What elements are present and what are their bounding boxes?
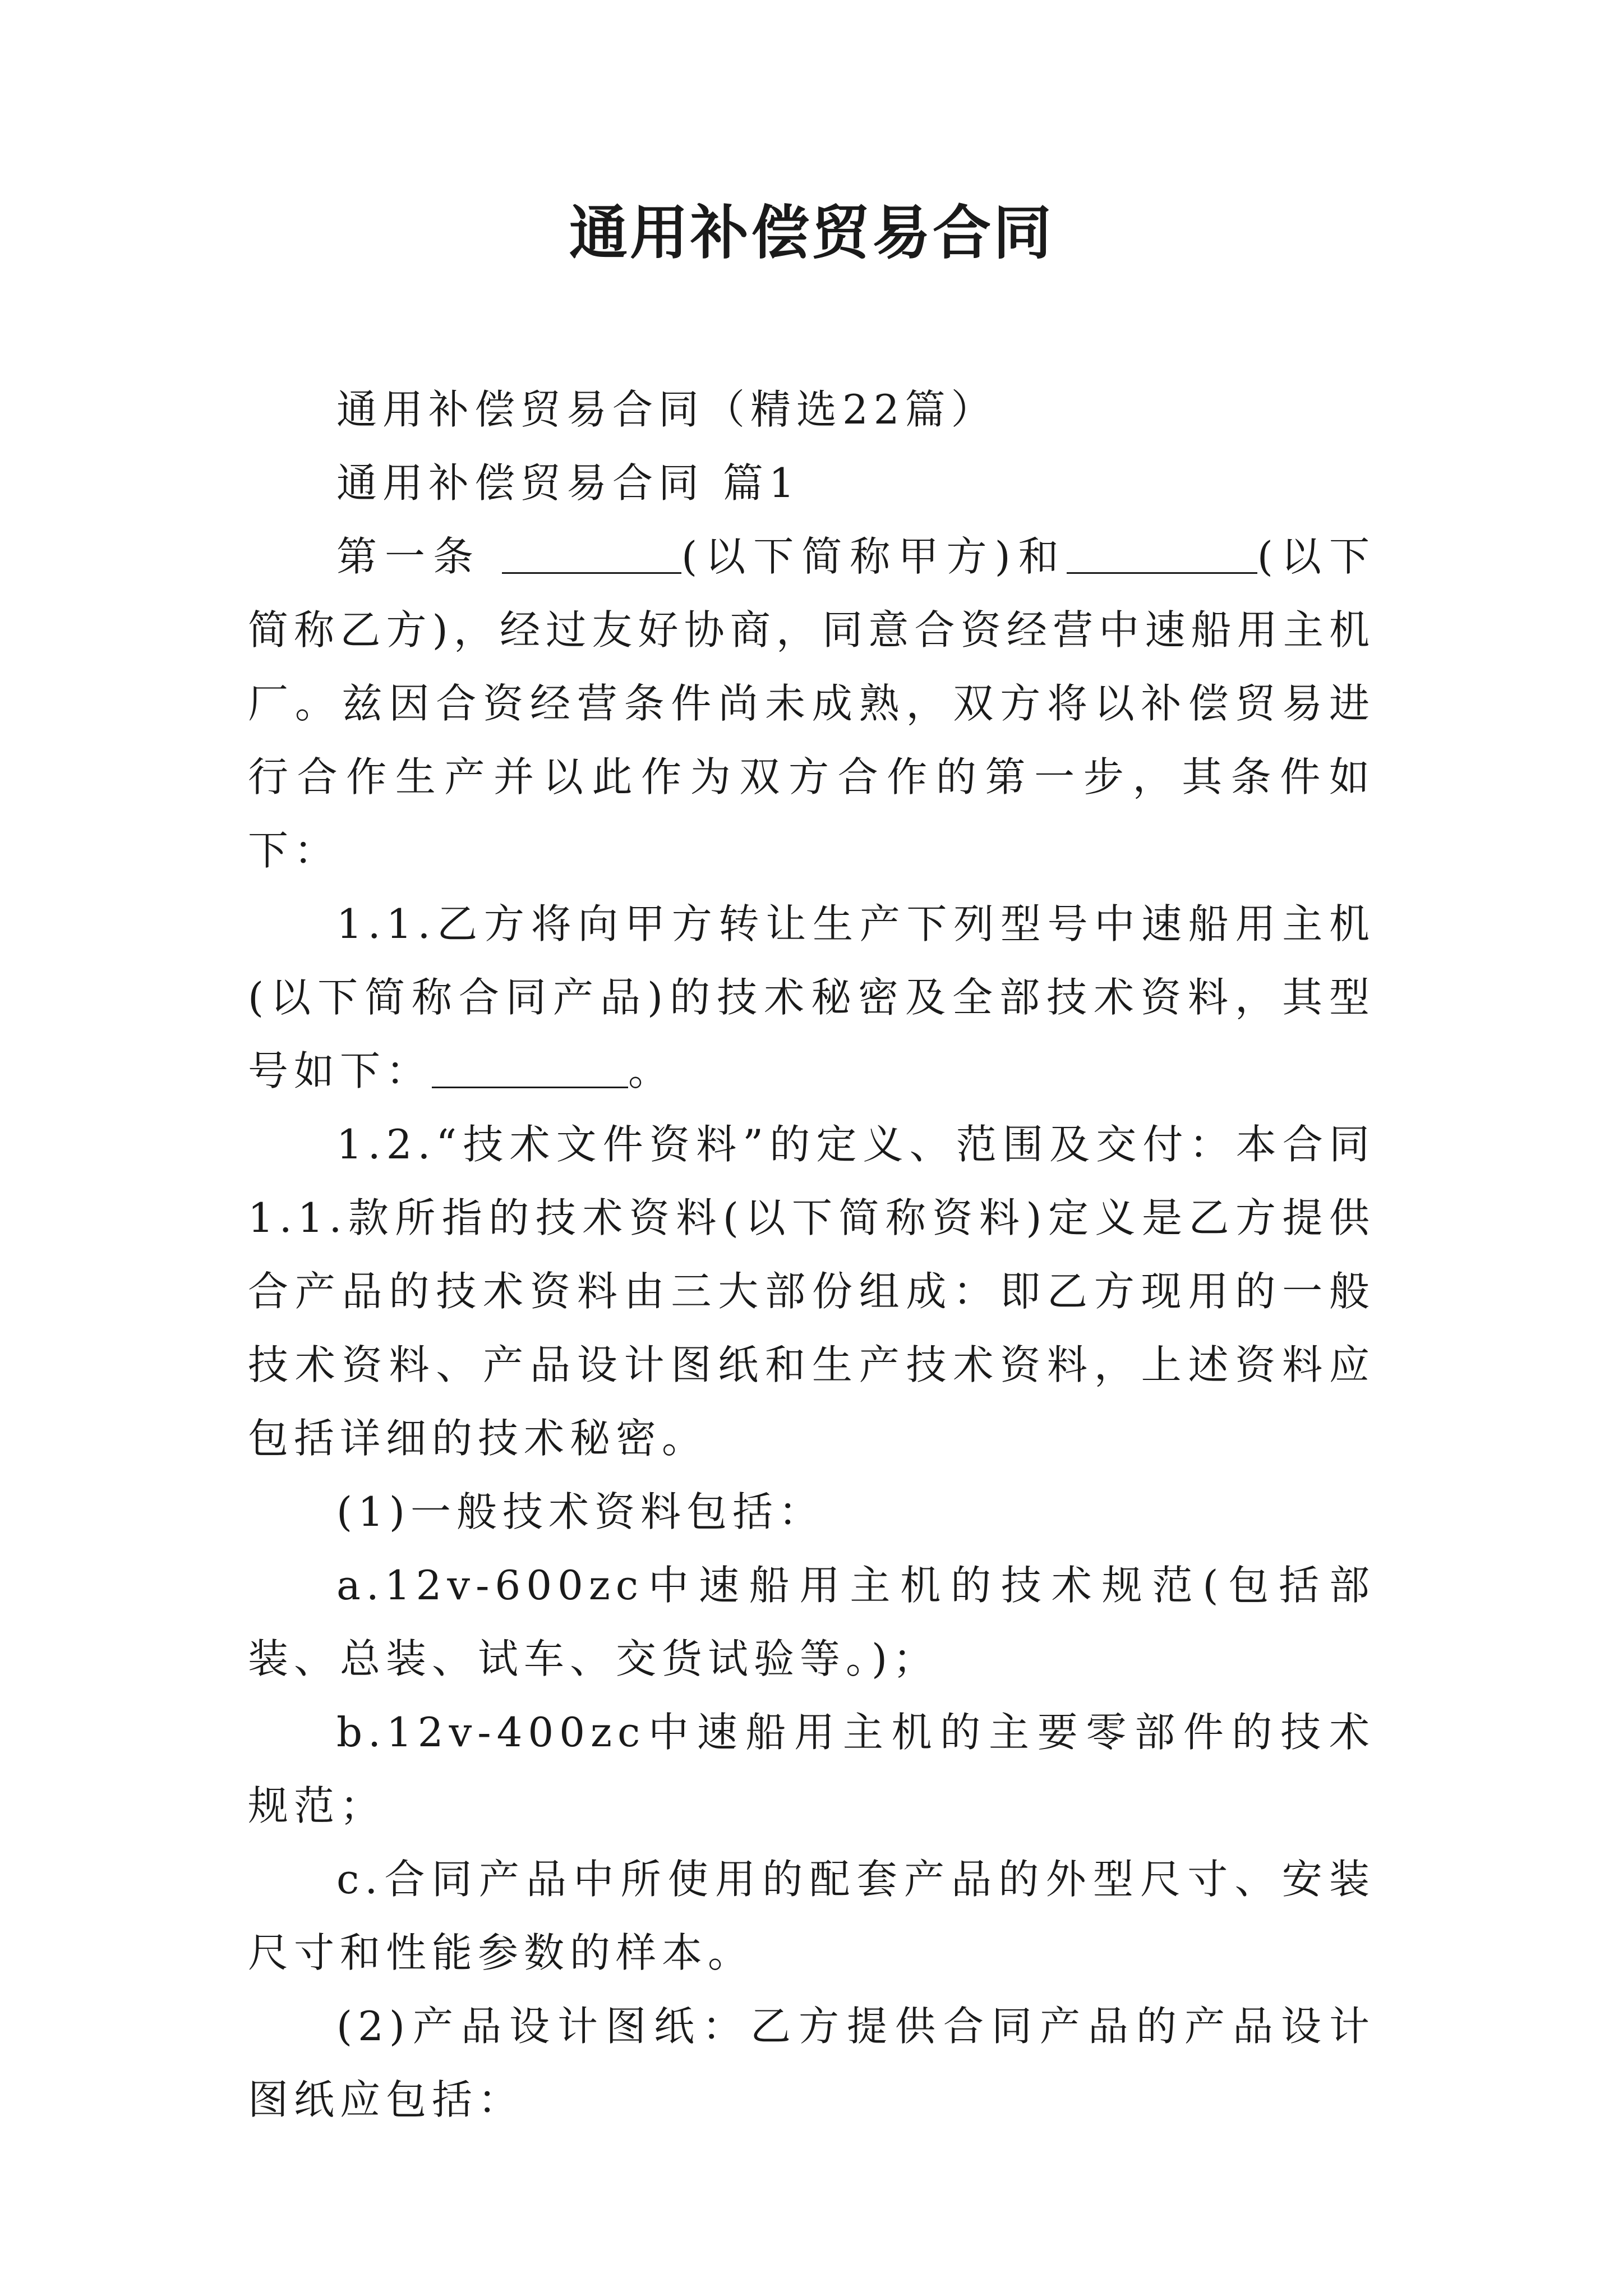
fill-in-blank-party-b	[1067, 533, 1257, 574]
paragraph-section-heading	[248, 447, 1375, 520]
paragraph-clause-1-1	[248, 887, 1375, 1108]
paragraph-text: b.12v-400zc中速船用主机的主要零部件的技术规范；	[248, 1709, 1375, 1829]
paragraph-text: c.合同产品中所使用的配套产品的外型尺寸、安装尺寸和性能参数的样本。	[248, 1856, 1375, 1976]
paragraph-item-b	[248, 1696, 1375, 1843]
paragraph-text: 第一条	[336, 533, 502, 580]
fill-in-blank-party-a	[502, 533, 681, 574]
paragraph-item-1	[248, 1475, 1375, 1549]
paragraph-text: (以下简称乙方)，经过友好协商，同意合资经营中速船用主机厂。兹因合资经营条件尚未成熟，双方将以补偿贸易进行合作生产并以此作为双方合作的第一步，其条件如下：	[248, 533, 1375, 874]
paragraph-item-a	[248, 1549, 1375, 1696]
paragraph-text: 。	[628, 1047, 675, 1094]
paragraph-text: 1.1.乙方将向甲方转让生产下列型号中速船用主机(以下简称合同产品)的技术秘密及全部技术资料，其型号如下：	[248, 900, 1375, 1094]
paragraph-clause-1-2	[248, 1108, 1375, 1475]
paragraph-text: (2)产品设计图纸：乙方提供合同产品的产品设计图纸应包括：	[248, 2003, 1375, 2123]
paragraph-text: (以下简称甲方)和	[681, 533, 1067, 580]
paragraph-text: a.12v-600zc中速船用主机的技术规范(包括部装、总装、试车、交货试验等。)；	[248, 1562, 1375, 1682]
paragraph-subtitle	[248, 373, 1375, 447]
paragraph-article-1	[248, 520, 1375, 887]
document-title: 通用补偿贸易合同	[569, 198, 1054, 267]
fill-in-blank-model	[432, 1047, 628, 1088]
paragraph-item-c	[248, 1843, 1375, 1990]
paragraph-item-2	[248, 1990, 1375, 2137]
paragraph-text: 通用补偿贸易合同 篇1	[336, 459, 800, 507]
document-body	[248, 373, 1375, 2137]
paragraph-text: 1.2.“技术文件资料”的定义、范围及交付：本合同1.1.款所指的技术资料(以下简称资料)定义是乙方提供合产品的技术资料由三大部份组成：即乙方现用的一般技术资料、产品设计图纸和生产技术资料，上述资料应包括详细的技术秘密。	[248, 1121, 1375, 1462]
paragraph-text: (1)一般技术资料包括：	[336, 1488, 824, 1535]
paragraph-text: 通用补偿贸易合同（精选22篇）	[336, 386, 997, 433]
